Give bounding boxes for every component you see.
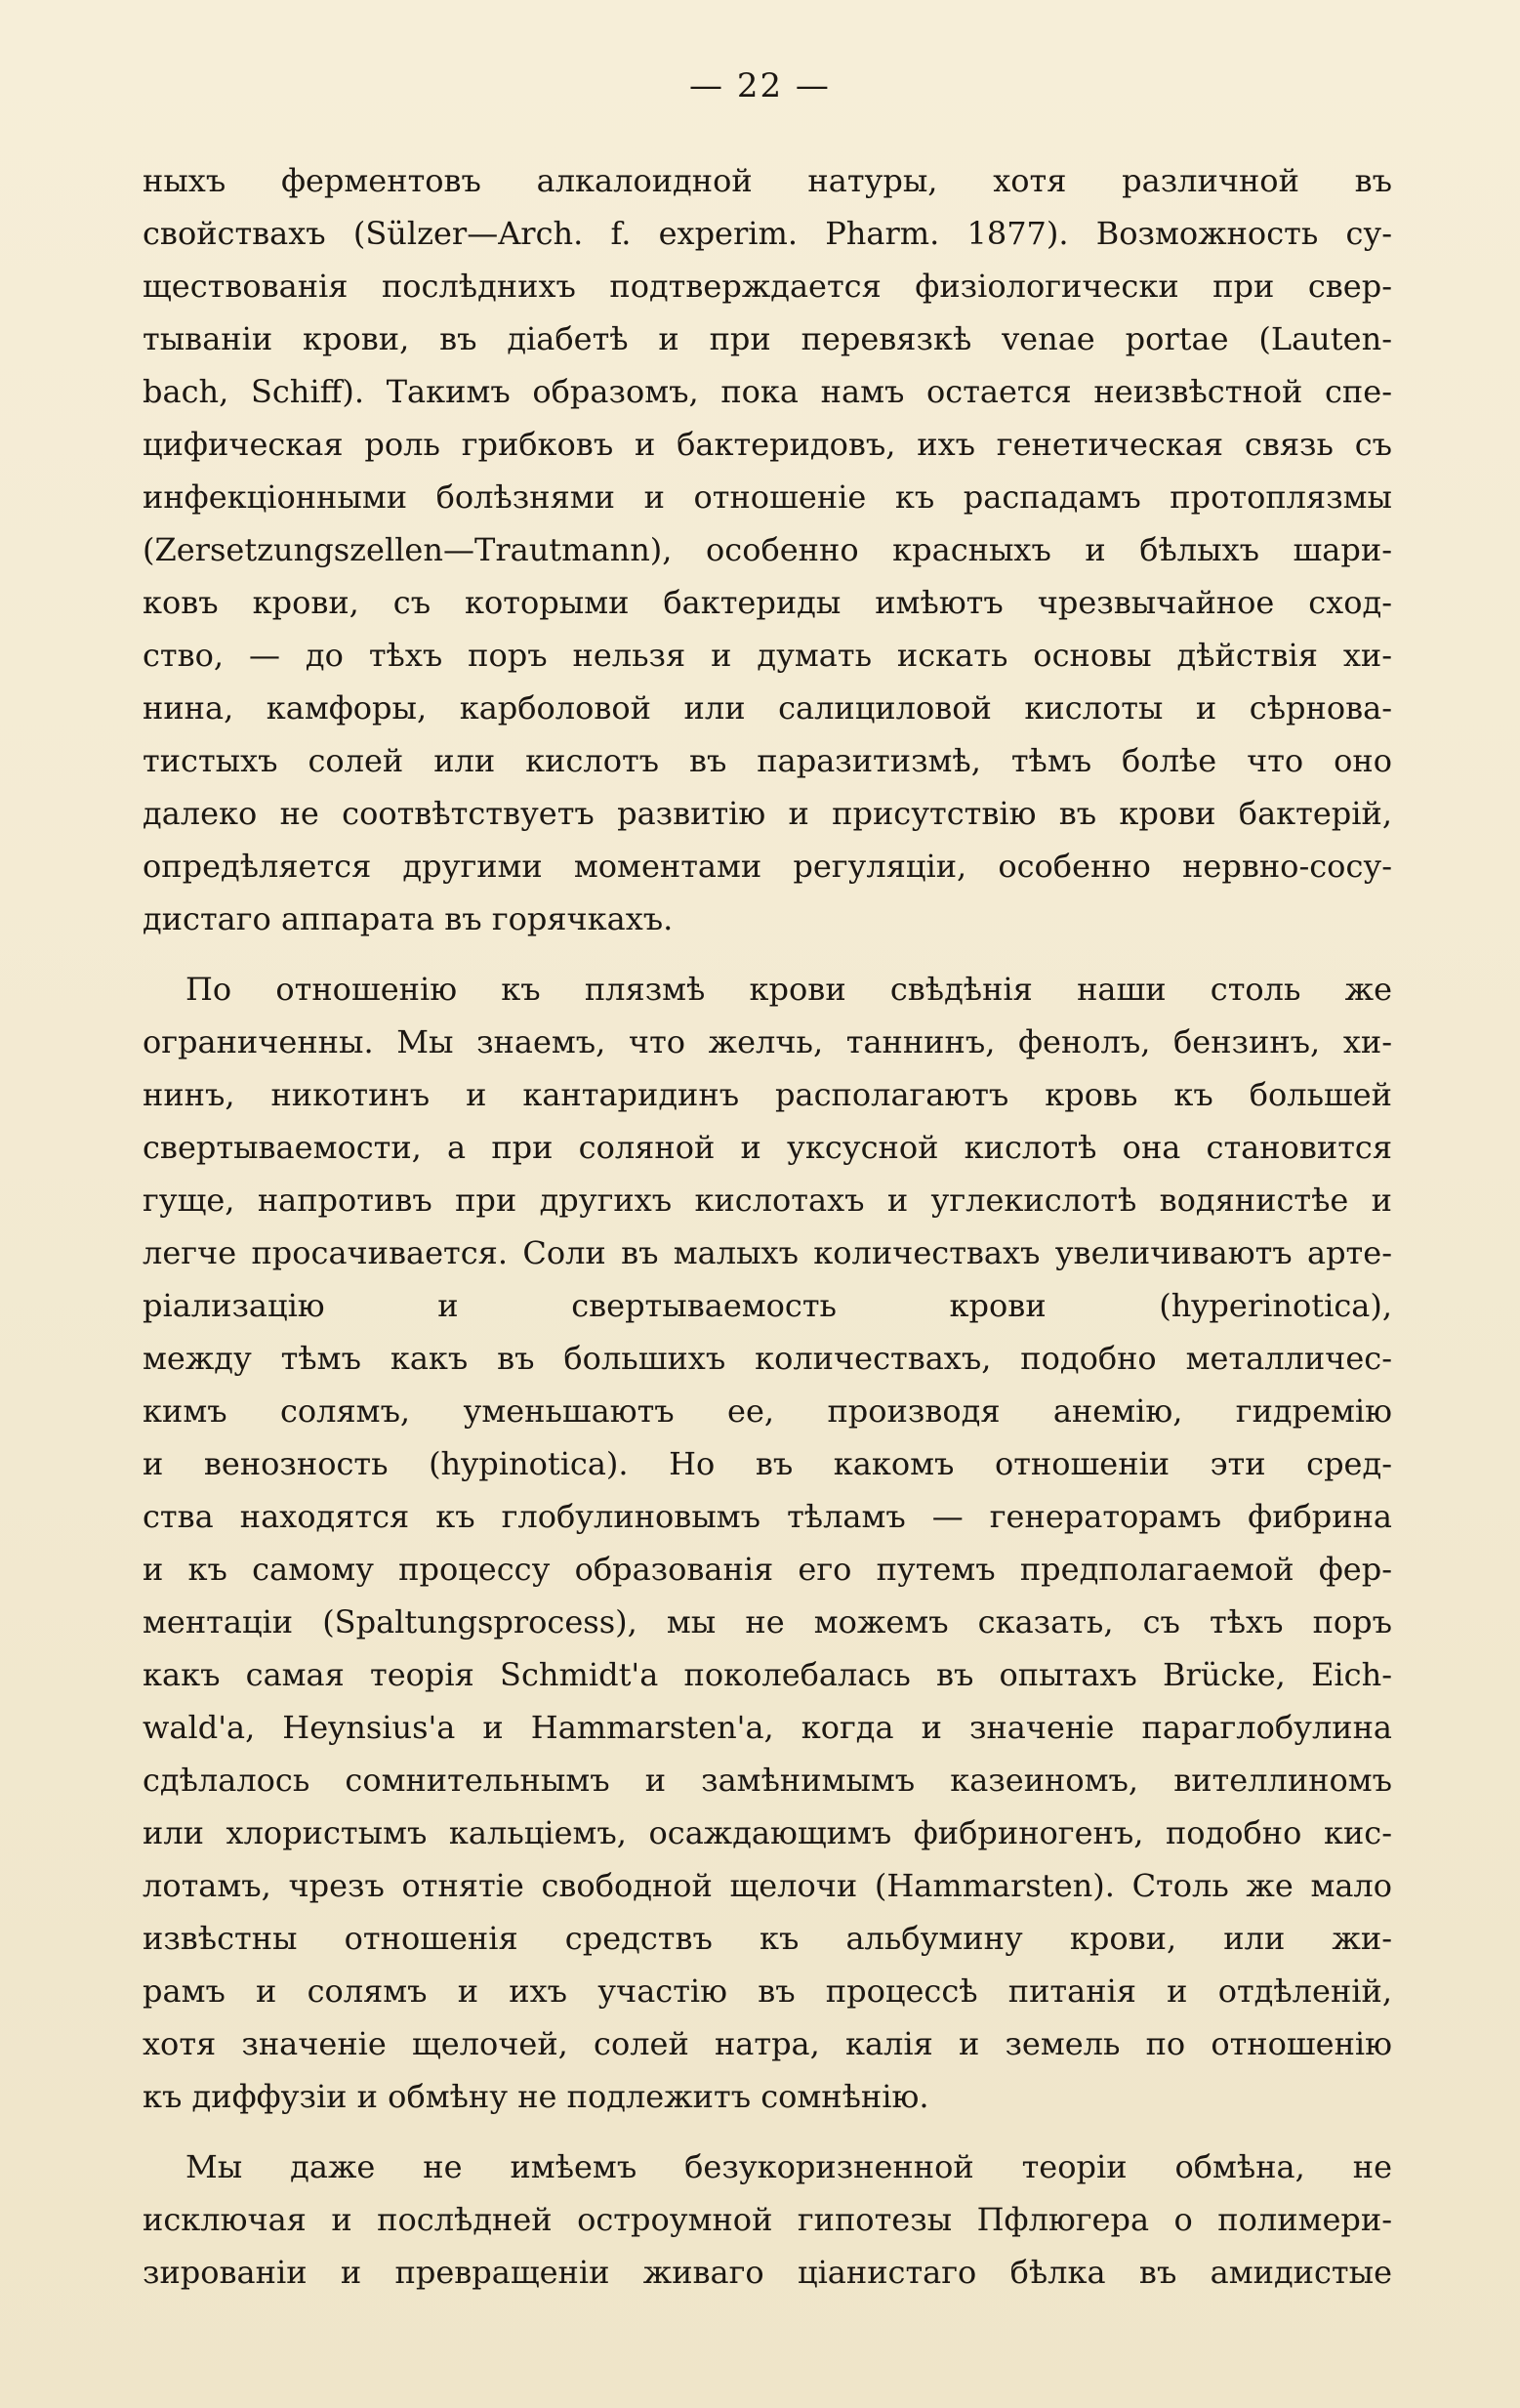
text-line: зированіи и превращеніи живаго ціанистаго бѣлка въ амидистые: [143, 2254, 1392, 2291]
text-line: между тѣмъ какъ въ большихъ количествахъ, подобно металличес-: [143, 1340, 1392, 1377]
text-line: сдѣлалось сомнительнымъ и замѣнимымъ казеиномъ, вителлиномъ: [143, 1762, 1392, 1799]
text-line: нина, камфоры, карболовой или салициловой кислоты и сѣрновa-: [143, 689, 1392, 727]
text-line: лотамъ, чрезъ отнятіе свободной щелочи (Hammarsten). Столь же мало: [143, 1867, 1392, 1904]
text-line: тистыхъ солей или кислотъ въ паразитизмѣ, тѣмъ болѣе что оно: [143, 742, 1392, 779]
text-line: дистаго аппарата въ горячкахъ.: [143, 900, 674, 937]
text-line: легче просачивается. Соли въ малыхъ количествахъ увеличиваютъ арте-: [143, 1234, 1392, 1271]
text-line: wald'а, Heynsius'а и Hammarsten'а, когда и значеніе параглобулина: [143, 1709, 1392, 1746]
paragraph-2: [143, 963, 1392, 2123]
text-line: и къ самому процессу образованія его путемъ предполагаемой фер-: [143, 1551, 1392, 1588]
text-line: ныхъ ферментовъ алкалоидной натуры, хотя различной въ: [143, 162, 1392, 199]
text-line: тываніи крови, въ діабетѣ и при перевязкѣ venae portae (Lauten-: [143, 320, 1392, 357]
text-line: свойствахъ (Sülzer—Arch. f. experim. Pharm. 1877). Возможность су-: [143, 215, 1392, 252]
text-line: По отношенію къ плязмѣ крови свѣдѣнія наши столь же: [185, 971, 1392, 1008]
text-line: извѣстны отношенія средствъ къ альбумину крови, или жи-: [143, 1920, 1392, 1957]
text-line: ства находятся къ глобулиновымъ тѣламъ — генераторамъ фибрина: [143, 1498, 1392, 1535]
text-line: цифическая роль грибковъ и бактеридовъ, ихъ генетическая связь съ: [143, 426, 1392, 463]
text-line: инфекціонными болѣзнями и отношеніе къ распадамъ протоплязмы: [143, 478, 1392, 516]
text-line: гуще, напротивъ при другихъ кислотахъ и углекислотѣ водянистѣе и: [143, 1182, 1392, 1219]
paragraph-1: [143, 154, 1392, 945]
text-line: (Zersetzungszellen—Trautmann), особенно красныхъ и бѣлыхъ шари-: [143, 531, 1392, 568]
text-line: и венозность (hypinotica). Но въ какомъ отношеніи эти сред-: [143, 1445, 1392, 1482]
text-line: кимъ солямъ, уменьшаютъ ее, производя анемію, гидремію: [143, 1392, 1392, 1430]
text-line: какъ самая теорія Schmidt'а поколебалась въ опытахъ Brücke, Eich-: [143, 1656, 1392, 1693]
text-line: ществованія послѣднихъ подтверждается физіологически при свер-: [143, 268, 1392, 305]
text-line: bach, Schiff). Такимъ образомъ, пока намъ остается неизвѣстной спе-: [143, 373, 1392, 410]
text-line: нинъ, никотинъ и кантаридинъ располагаютъ кровь къ большей: [143, 1076, 1392, 1113]
page-number: — 22 —: [689, 66, 831, 105]
paragraph-3: [143, 2140, 1392, 2299]
text-line: хотя значеніе щелочей, солей натра, калія и земель по отношенію: [143, 2025, 1392, 2062]
text-line: или хлористымъ кальціемъ, осаждающимъ фибриногенъ, подобно кис-: [143, 1814, 1392, 1851]
text-line: рамъ и солямъ и ихъ участію въ процессѣ питанія и отдѣленій,: [143, 1972, 1392, 2010]
text-line: опредѣляется другими моментами регуляціи, особенно нервно-сосу-: [143, 848, 1392, 885]
text-line: ментаціи (Spaltungsprocess), мы не можемъ сказать, съ тѣхъ поръ: [143, 1603, 1392, 1640]
text-line: къ диффузіи и обмѣну не подлежитъ сомнѣнію.: [143, 2078, 929, 2115]
text-line: ковъ крови, съ которыми бактериды имѣютъ чрезвычайное сход-: [143, 584, 1392, 621]
text-line: ограниченны. Мы знаемъ, что желчь, таннинъ, фенолъ, бензинъ, хи-: [143, 1023, 1392, 1060]
text-line: ство, — до тѣхъ поръ нельзя и думать искать основы дѣйствія хи-: [143, 637, 1392, 674]
text-line: исключая и послѣдней остроумной гипотезы Пфлюгера о полимери-: [143, 2201, 1392, 2238]
text-line: Мы даже не имѣемъ безукоризненной теоріи обмѣна, не: [185, 2148, 1392, 2185]
text-line: далеко не соотвѣтствуетъ развитію и присутствію въ крови бактерій,: [143, 795, 1392, 832]
body-text: [143, 154, 1392, 2299]
text-line: ріализацію и свертываемость крови (hyperinotica),: [143, 1287, 1392, 1324]
text-line: свертываемости, а при соляной и уксусной кислотѣ она становится: [143, 1129, 1392, 1166]
